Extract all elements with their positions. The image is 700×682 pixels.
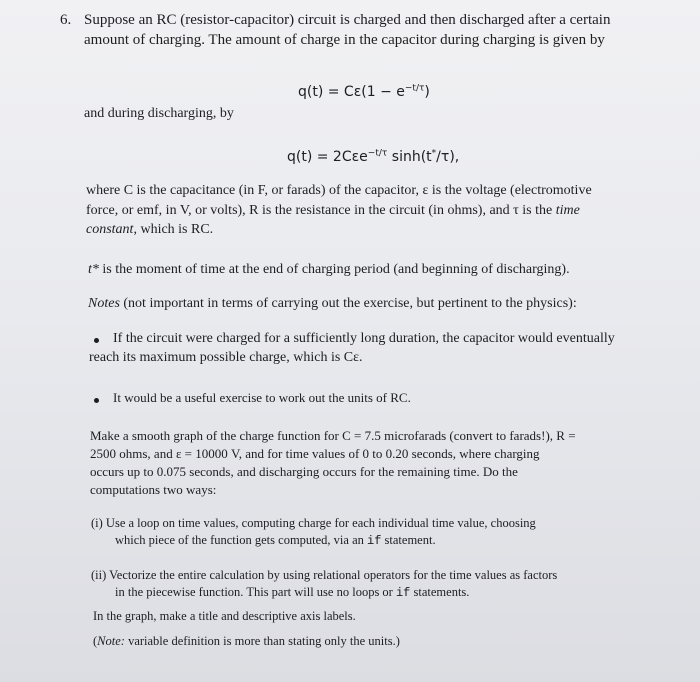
item-2-code: if: [395, 586, 411, 600]
where-line-2-time: time: [555, 203, 580, 218]
where-line-1: where C is the capacitance (in F, or farads) of the capacitor, ε is the voltage (electromotive: [86, 183, 592, 198]
where-line-3: [86, 222, 213, 238]
tstar-text: is the moment of time at the end of charging period (and beginning of discharging).: [98, 262, 570, 277]
intro-line-1: Suppose an RC (resistor-capacitor) circuit is charged and then discharged after a certain: [84, 12, 611, 28]
final-note-text: variable definition is more than stating only the units.): [124, 634, 400, 648]
item-2-line-1: (ii) Vectorize the entire calculation by using relational operators for the time values as factors: [91, 568, 558, 582]
charging-eq-base: q(t) = Cε(1 − e: [298, 84, 405, 100]
item-2-line-2: [115, 585, 469, 600]
item-1-text-a: which piece of the function gets computed, via an: [115, 533, 368, 547]
where-rc: , which is RC.: [133, 222, 214, 237]
item-1-code: if: [367, 534, 382, 548]
item-2-text-a: in the piecewise function. This part will use no loops or: [115, 585, 396, 599]
discharging-equation: [287, 149, 459, 165]
graph-line-1: Make a smooth graph of the charge function for C = 7.5 microfarads (convert to farads!), R =: [90, 428, 576, 443]
where-constant: constant: [86, 222, 134, 237]
graph-line-3: occurs up to 0.075 seconds, and discharging occurs for the remaining time. Do the: [90, 464, 518, 479]
notes-label: Notes: [88, 296, 120, 311]
notes-text: (not important in terms of carrying out the exercise, but pertinent to the physics):: [119, 296, 577, 311]
graph-note: In the graph, make a title and descriptive axis labels.: [93, 609, 356, 623]
bullet-1-line-2: reach its maximum possible charge, which is Cε.: [89, 350, 363, 365]
discharging-intro: and during discharging, by: [84, 106, 234, 121]
charging-eq-close: ): [424, 84, 430, 100]
charging-equation: [298, 84, 430, 100]
bullet-dot-1: [94, 338, 99, 343]
problem-number: 6.: [60, 12, 72, 28]
final-note: [93, 634, 400, 649]
item-1-text-b: statement.: [381, 533, 436, 547]
final-note-label: Note:: [97, 634, 125, 648]
discharging-eq-end: /τ),: [436, 149, 460, 165]
bullet-2: It would be a useful exercise to work out the units of RC.: [113, 390, 411, 405]
discharging-eq-sinh: sinh(t: [387, 149, 432, 165]
final-note-paren: (: [93, 634, 98, 648]
item-1-line-2: [115, 533, 436, 548]
tstar-definition: [88, 262, 570, 278]
where-line-2: [86, 203, 580, 219]
bullet-dot-2: [94, 398, 99, 403]
notes-line: [88, 296, 577, 312]
discharging-eq-exponent: −t/τ: [367, 148, 388, 159]
bullet-1-line-1: If the circuit were charged for a sufficiently long duration, the capacitor would eventually: [113, 331, 615, 346]
charging-eq-exponent: −t/τ: [404, 83, 425, 94]
discharging-eq-star: *: [431, 148, 437, 159]
where-line-2-text: force, or emf, in V, or volts), R is the resistance in the circuit (in ohms), and τ is the: [86, 203, 553, 218]
item-1-line-1: (i) Use a loop on time values, computing charge for each individual time value, choosing: [91, 516, 536, 530]
discharging-eq-base: q(t) = 2Cεe: [287, 149, 368, 165]
graph-line-4: computations two ways:: [90, 482, 217, 497]
graph-line-2: 2500 ohms, and ε = 10000 V, and for time values of 0 to 0.20 seconds, where charging: [90, 446, 540, 461]
intro-line-2: amount of charging. The amount of charge in the capacitor during charging is given by: [84, 32, 605, 48]
item-2-text-b: statements.: [410, 585, 470, 599]
tstar-symbol: t*: [88, 262, 99, 277]
